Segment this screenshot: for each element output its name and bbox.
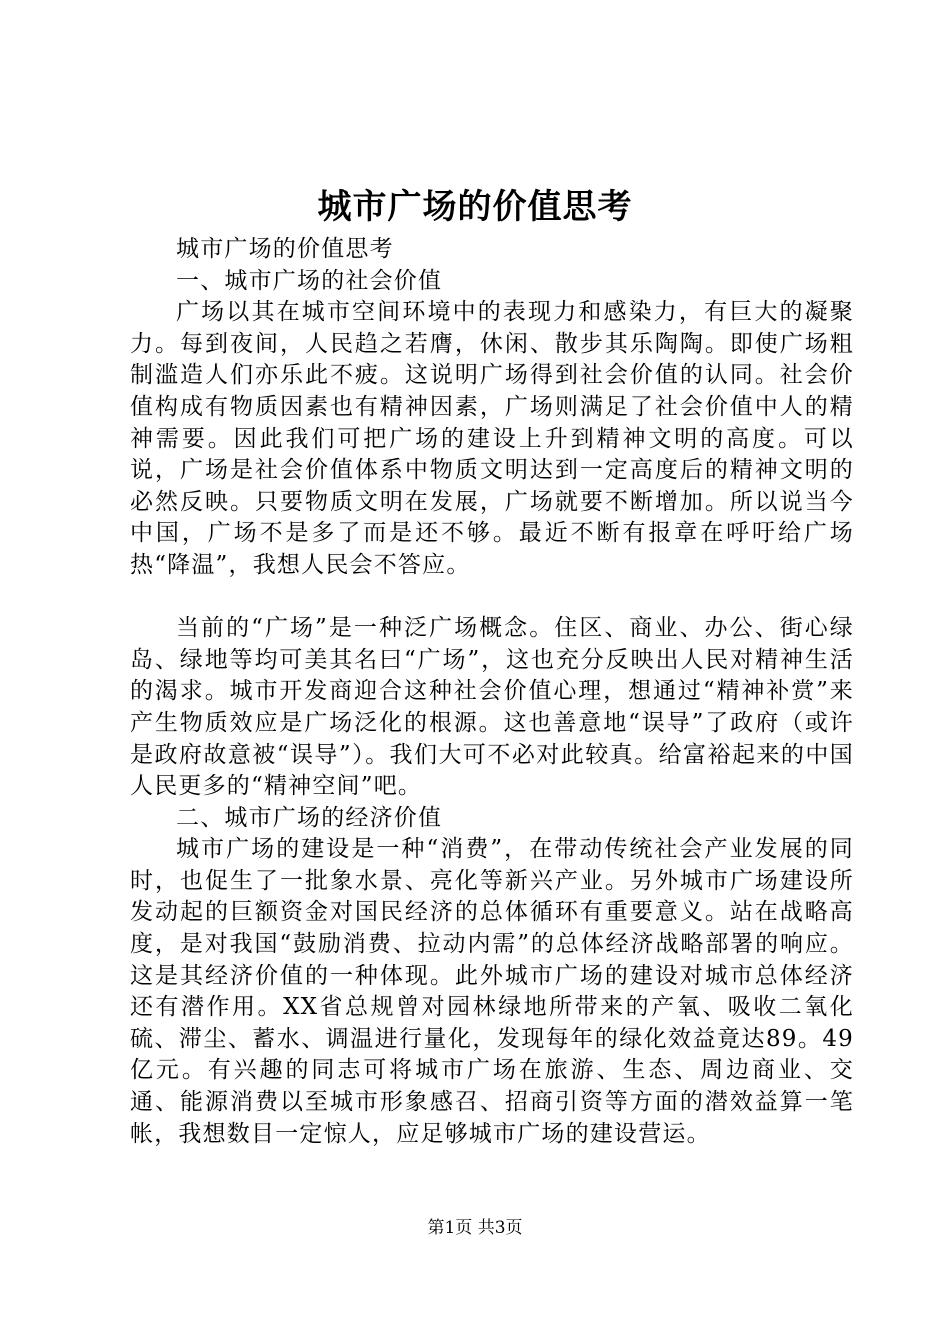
page-title: 城市广场的价值思考: [317, 187, 633, 227]
page-number-footer: 第1页 共3页: [427, 1218, 523, 1238]
document-body: [130, 234, 854, 1150]
section-heading-economic: 二、城市广场的经济价值: [176, 804, 443, 831]
body-paragraph: 城市广场的建设是一种“消费”，在带动传统社会产业发展的同时，也促生了一批象水景、亮化等新兴产业。另外城市广场建设所发动起的巨额资金对国民经济的总体循环有重要意义。站在战略高度，是对我国“鼓励消费、拉动内需”的总体经济战略部署的响应。这是其经济价值的一种体现。此外城市广场的建设对城市总体经济还有潜作用。XX省总规曾对园林绿地所带来的产氧、吸收二氧化硫、滞尘、蓄水、调温进行量化，发现每年的绿化效益竟达89。49亿元。有兴趣的同志可将城市广场在旅游、生态、周边商业、交通、能源消费以至城市形象感召、招商引资等方面的潜效益算一笔帐，我想数目一定惊人，应足够城市广场的建设营运。: [130, 836, 854, 1147]
section-heading-social: 一、城市广场的社会价值: [176, 267, 443, 294]
subtitle-paragraph: 城市广场的价值思考: [176, 236, 394, 262]
body-paragraph: 当前的“广场”是一种泛广场概念。住区、商业、办公、街心绿岛、绿地等均可美其名曰“广场”，这也充分反映出人民对精神生活的渴求。城市开发商迎合这种社会价值心理，想通过“精神补赏”来产生物质效应是广场泛化的根源。这也善意地“误导”了政府（或许是政府故意被“误导”）。我们大可不必对此较真。给富裕起来的中国人民更多的“精神空间”吧。: [130, 615, 854, 800]
body-paragraph: 广场以其在城市空间环境中的表现力和感染力，有巨大的凝聚力。每到夜间，人民趋之若膺，休闲、散步其乐陶陶。即使广场粗制滥造人们亦乐此不疲。这说明广场得到社会价值的认同。社会价值构成有物质因素也有精神因素，广场则满足了社会价值中人的精神需要。因此我们可把广场的建设上升到精神文明的高度。可以说，广场是社会价值体系中物质文明达到一定高度后的精神文明的必然反映。只要物质文明在发展，广场就要不断增加。所以说当今中国，广场不是多了而是还不够。最近不断有报章在呼吁给广场热“降温”，我想人民会不答应。: [130, 299, 854, 578]
